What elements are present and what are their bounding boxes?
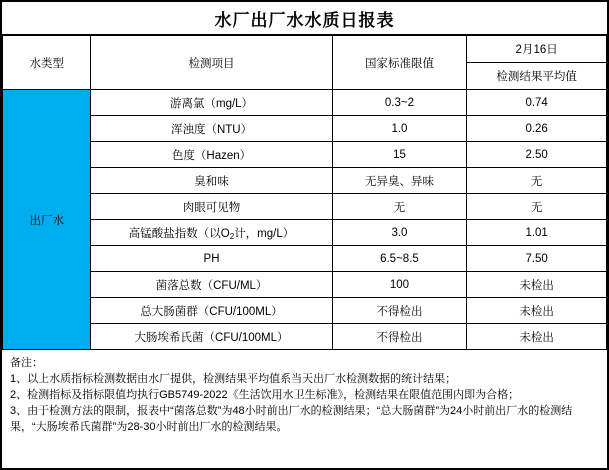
item-name: 臭和味 <box>91 168 332 194</box>
item-result: 0.26 <box>467 116 607 142</box>
item-standard: 无异臭、异味 <box>332 168 467 194</box>
note-item-2: 2、检测指标及指标限值均执行GB5749-2022《生活饮用水卫生标准》，检测结果在限值范围内即为合格； <box>10 388 520 401</box>
header-water-type: 水类型 <box>3 36 91 90</box>
item-result: 无 <box>467 194 607 220</box>
item-name: 大肠埃希氏菌（CFU/100ML） <box>91 324 332 350</box>
item-standard: 1.0 <box>332 116 467 142</box>
header-standard-limit: 国家标准限值 <box>332 36 467 90</box>
item-standard: 不得检出 <box>332 298 467 324</box>
report-title-bar <box>2 2 607 35</box>
item-result: 0.74 <box>467 90 607 116</box>
table-row <box>3 168 607 194</box>
table-row <box>3 220 607 246</box>
item-standard: 无 <box>332 194 467 220</box>
table-row <box>3 298 607 324</box>
item-result: 1.01 <box>467 220 607 246</box>
note-item-3: 3、由于检测方法的限制，报表中“菌落总数”为48小时前出厂水的检测结果；“总大肠菌群”为24小时前出厂水的检测结果，“大肠埃希氏菌群”为28-30小时前出厂水的检测结果。 <box>10 404 573 433</box>
item-name: 游离氯（mg/L） <box>91 90 332 116</box>
note-item-1: 1、以上水质指标检测数据由水厂提供，检测结果平均值系当天出厂水检测数据的统计结果； <box>10 372 457 385</box>
table-row <box>3 272 607 298</box>
item-name: PH <box>91 246 332 272</box>
item-standard: 0.3~2 <box>332 90 467 116</box>
item-name: 色度（Hazen） <box>91 142 332 168</box>
table-row <box>3 246 607 272</box>
item-name <box>91 220 332 246</box>
item-name-prefix: 高锰酸盐指数（以O <box>128 227 230 240</box>
table-row <box>3 90 607 116</box>
header-result-average: 检测结果平均值 <box>467 63 607 90</box>
header-date: 2月16日 <box>467 36 607 63</box>
item-result: 2.50 <box>467 142 607 168</box>
item-name: 肉眼可见物 <box>91 194 332 220</box>
item-standard: 6.5~8.5 <box>332 246 467 272</box>
item-result: 7.50 <box>467 246 607 272</box>
table-row <box>3 116 607 142</box>
table-row <box>3 324 607 350</box>
item-name-subscript: 2 <box>229 231 235 241</box>
table-row <box>3 194 607 220</box>
water-quality-table <box>2 35 607 350</box>
notes-label: 备注： <box>10 357 43 369</box>
notes-section <box>2 350 607 440</box>
item-result: 未检出 <box>467 272 607 298</box>
item-result: 未检出 <box>467 298 607 324</box>
item-name: 浑浊度（NTU） <box>91 116 332 142</box>
item-result: 未检出 <box>467 324 607 350</box>
item-standard: 3.0 <box>332 220 467 246</box>
table-header-row <box>3 36 607 63</box>
item-result: 无 <box>467 168 607 194</box>
header-test-item: 检测项目 <box>91 36 332 90</box>
item-name: 总大肠菌群（CFU/100ML） <box>91 298 332 324</box>
page-title: 水厂出厂水水质日报表 <box>214 10 395 30</box>
item-standard: 100 <box>332 272 467 298</box>
item-standard: 15 <box>332 142 467 168</box>
item-name-suffix: 计，mg/L） <box>234 227 295 240</box>
item-name: 菌落总数（CFU/ML） <box>91 272 332 298</box>
table-row <box>3 142 607 168</box>
item-standard: 不得检出 <box>332 324 467 350</box>
water-type-cell: 出厂水 <box>3 90 91 350</box>
